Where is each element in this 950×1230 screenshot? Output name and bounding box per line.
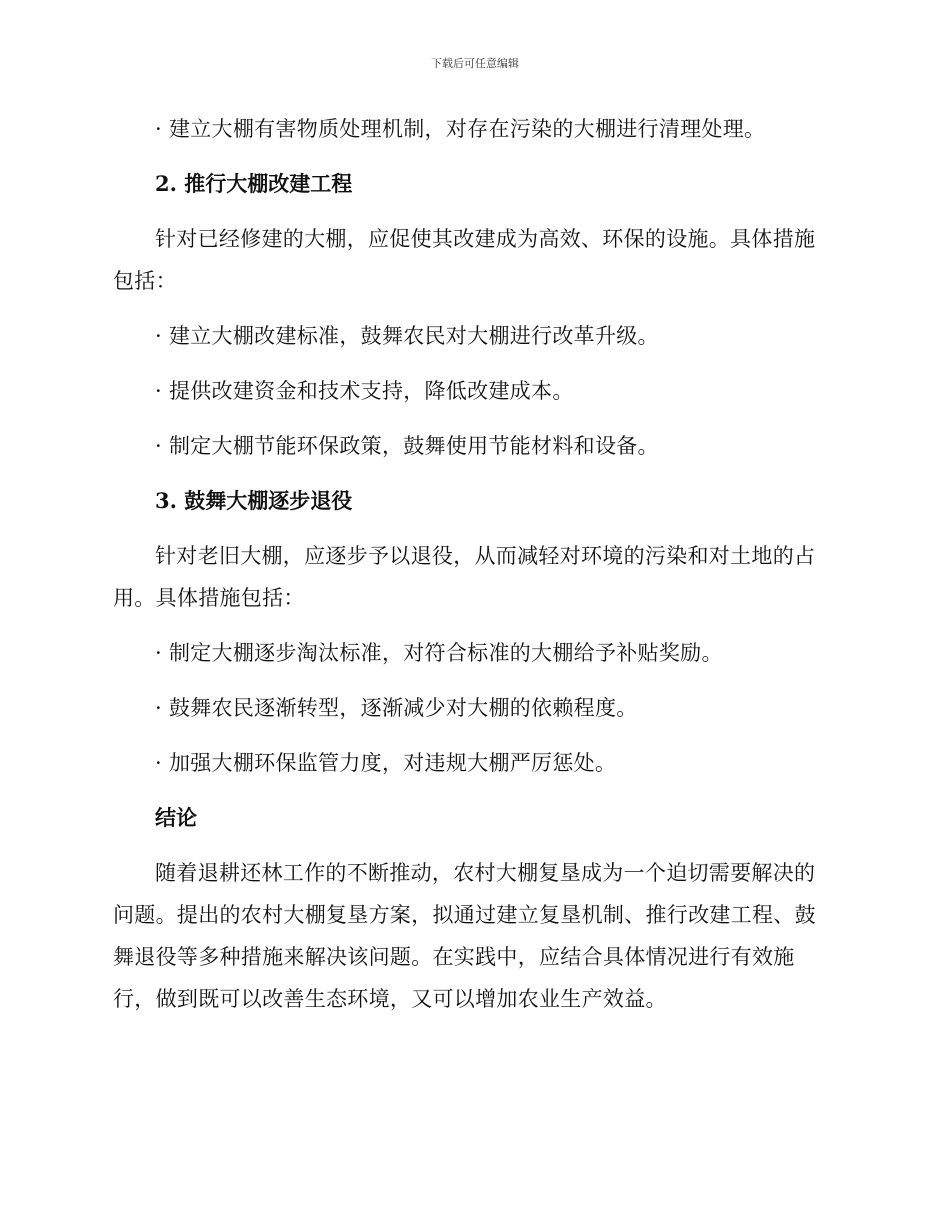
bullet-item: · 提供改建资金和技术支持，降低改建成本。 xyxy=(155,379,574,403)
paragraph: 随着退耕还林工作的不断推动，农村大棚复垦成为一个迫切需要解决的问题。提出的农村大棚复垦方案，拟通过建立复垦机制、推行改建工程、鼓舞退役等多种措施来解决该问题。在实践中，应结合具体情况进行有效施行，做到既可以改善生态环境，又可以增加农业生产效益。 xyxy=(113,861,816,1011)
bullet-item: · 建立大棚有害物质处理机制，对存在污染的大棚进行清理处理。 xyxy=(155,117,766,141)
bullet-item: · 制定大棚节能环保政策，鼓舞使用节能材料和设备。 xyxy=(155,434,659,458)
paragraph: 针对已经修建的大棚，应促使其改建成为高效、环保的设施。具体措施包括： xyxy=(113,227,816,293)
bullet-item: · 建立大棚改建标准，鼓舞农民对大棚进行改革升级。 xyxy=(155,324,659,348)
document-body xyxy=(113,108,833,1020)
section-heading: 2. 推行大棚改建工程 xyxy=(155,171,353,196)
paragraph: 针对老旧大棚，应逐步予以退役，从而减轻对环境的污染和对土地的占用。具体措施包括： xyxy=(113,544,816,610)
section-heading: 结论 xyxy=(155,805,197,830)
bullet-item: · 制定大棚逐步淘汰标准，对符合标准的大棚给予补贴奖励。 xyxy=(155,641,723,665)
bullet-item: · 鼓舞农民逐渐转型，逐渐减少对大棚的依赖程度。 xyxy=(155,696,638,720)
section-heading: 3. 鼓舞大棚逐步退役 xyxy=(155,488,353,513)
bullet-item: · 加强大棚环保监管力度，对违规大棚严厉惩处。 xyxy=(155,751,617,775)
page-header: 下载后可任意编辑 xyxy=(431,57,519,70)
